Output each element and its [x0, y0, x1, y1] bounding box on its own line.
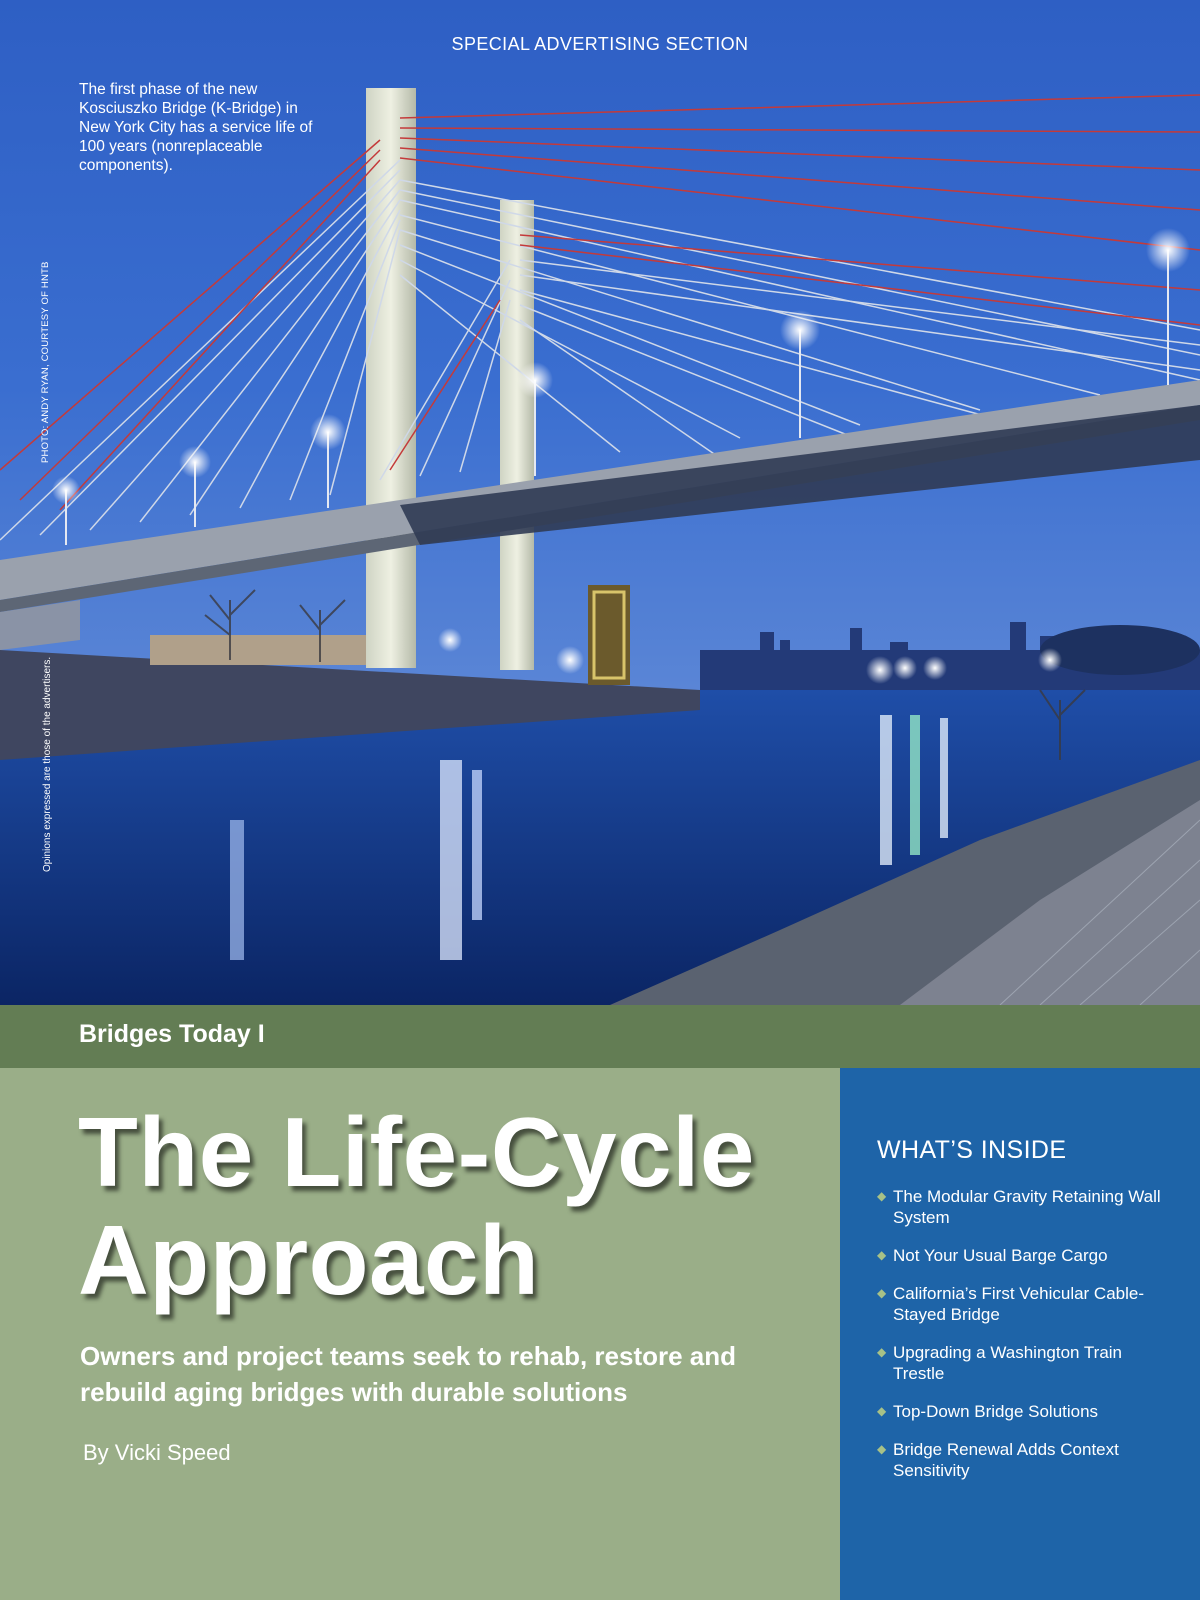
diamond-bullet-icon: ◆: [877, 1189, 887, 1203]
diamond-bullet-icon: ◆: [877, 1442, 887, 1456]
whats-inside-list: [877, 1186, 1177, 1498]
article-intro: [0, 1068, 840, 1600]
diamond-bullet-icon: ◆: [877, 1404, 887, 1418]
headline-line-1: The Life-Cycle: [78, 1097, 755, 1207]
series-title: Bridges Today I: [79, 1020, 265, 1048]
diamond-bullet-icon: ◆: [877, 1248, 887, 1262]
photo-caption: The first phase of the new Kosciuszko Bridge (K-Bridge) in New York City has a service life of 100 years (nonreplaceable components).: [79, 81, 313, 174]
series-band: [0, 1005, 1200, 1068]
list-item: ◆ Top-Down Bridge Solutions: [877, 1402, 1099, 1421]
byline: By Vicki Speed: [83, 1440, 231, 1465]
diamond-bullet-icon: ◆: [877, 1286, 887, 1300]
photo-credit: PHOTO: ANDY RYAN, COURTESY OF HNTB: [40, 261, 51, 463]
list-item: ◆ Not Your Usual Barge Cargo: [877, 1246, 1108, 1265]
list-item: ◆ Upgrading a Washington Train Trestle: [877, 1343, 1123, 1383]
subheadline: Owners and project teams seek to rehab, restore and rebuild aging bridges with durable solutions: [80, 1341, 737, 1407]
whats-inside-title: WHAT’S INSIDE: [877, 1136, 1067, 1164]
list-item: ◆ California’s First Vehicular Cable-Stayed Bridge: [877, 1284, 1145, 1324]
headline-line-2: Approach: [78, 1205, 540, 1315]
shore-building: [150, 635, 380, 665]
advertiser-disclaimer: Opinions expressed are those of the advertisers.: [42, 656, 53, 872]
list-item: ◆ The Modular Gravity Retaining Wall System: [877, 1187, 1161, 1227]
section-label: SPECIAL ADVERTISING SECTION: [451, 34, 749, 54]
headline: [78, 1098, 755, 1314]
bridge-tower-main: [366, 88, 416, 668]
diamond-bullet-icon: ◆: [877, 1345, 887, 1359]
list-item: ◆ Bridge Renewal Adds Context Sensitivity: [877, 1440, 1119, 1480]
whats-inside-panel: [840, 1068, 1200, 1600]
